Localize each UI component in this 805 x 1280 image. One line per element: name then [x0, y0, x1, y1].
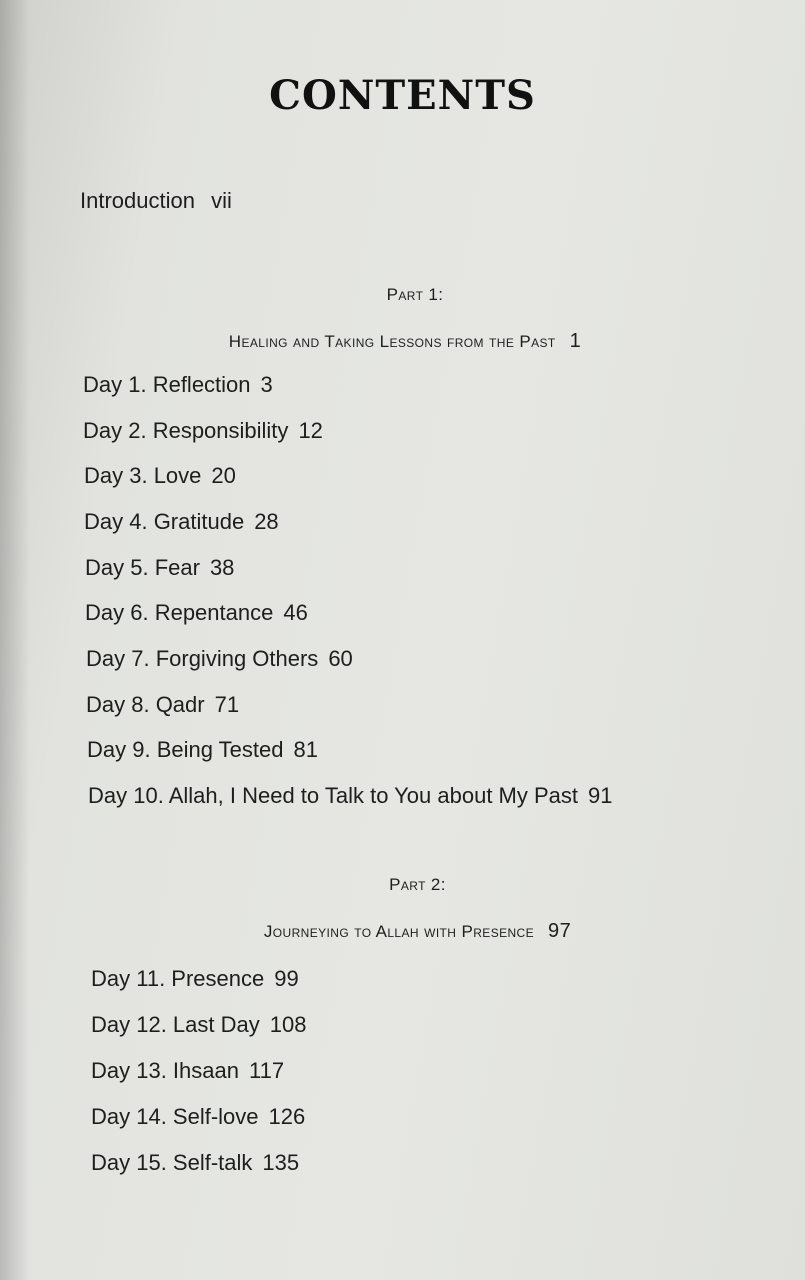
toc-entry-page: 81	[293, 737, 318, 762]
part1-subtitle-page: 1	[569, 330, 582, 352]
toc-intro-label: Introduction	[80, 188, 195, 213]
toc-entry-label: Day 12. Last Day	[91, 1012, 260, 1037]
toc-entry-label: Day 1. Reflection	[83, 372, 251, 397]
toc-entry	[91, 1150, 299, 1176]
toc-intro	[80, 188, 232, 214]
toc-entry-label: Day 13. Ihsaan	[91, 1058, 239, 1083]
part2-subtitle	[0, 920, 805, 943]
toc-entry-label: Day 7. Forgiving Others	[86, 646, 319, 671]
toc-entry-page: 60	[328, 646, 353, 671]
toc-entry-page: 3	[260, 372, 273, 397]
part2-heading	[0, 875, 805, 895]
toc-intro-page: vii	[211, 188, 232, 213]
toc-entry	[83, 372, 273, 398]
toc-entry-label: Day 2. Responsibility	[83, 418, 289, 443]
part2-subtitle-text: Journeying to Allah with Presence	[263, 922, 535, 941]
toc-entry-page: 126	[268, 1104, 306, 1129]
toc-entry-label: Day 5. Fear	[85, 555, 200, 580]
part1-heading	[0, 285, 805, 305]
page-gutter-shadow	[0, 0, 30, 1280]
toc-entry	[84, 463, 236, 489]
toc-entry	[86, 692, 239, 718]
toc-entry-label: Day 11. Presence	[91, 966, 265, 991]
toc-entry-page: 46	[283, 600, 308, 625]
toc-entry	[85, 555, 234, 581]
toc-entry-page: 91	[588, 783, 613, 808]
toc-entry	[91, 966, 299, 992]
part1-subtitle-text: Healing and Taking Lessons from the Past	[228, 332, 556, 351]
toc-entry-label: Day 6. Repentance	[85, 600, 274, 625]
toc-entry	[84, 509, 279, 535]
toc-entry-page: 99	[274, 966, 299, 991]
page-title: CONTENTS	[269, 72, 536, 119]
toc-entry-label: Day 15. Self-talk	[91, 1150, 253, 1175]
part1-subtitle	[0, 330, 805, 353]
toc-entry-label: Day 14. Self-love	[91, 1104, 259, 1129]
part2-subtitle-page: 97	[548, 920, 572, 942]
toc-entry-page: 71	[214, 692, 240, 717]
toc-entry	[83, 418, 323, 444]
toc-entry	[91, 1012, 306, 1038]
part1-heading-text: Part 1:	[386, 285, 444, 304]
toc-entry	[88, 783, 613, 809]
toc-entry-label: Day 4. Gratitude	[84, 509, 245, 534]
toc-entry	[87, 737, 318, 763]
toc-entry-page: 12	[298, 418, 323, 443]
toc-entry-label: Day 3. Love	[84, 463, 202, 488]
toc-entry-page: 38	[209, 555, 235, 580]
toc-entry-page: 28	[254, 509, 279, 534]
toc-entry	[85, 600, 308, 626]
toc-entry-page: 135	[262, 1150, 300, 1175]
toc-entry	[91, 1104, 305, 1130]
toc-entry	[86, 646, 353, 672]
toc-entry-page: 117	[248, 1058, 285, 1083]
toc-entry-label: Day 10. Allah, I Need to Talk to You about My Past	[88, 783, 579, 808]
part2-heading-text: Part 2:	[389, 875, 446, 894]
toc-entry-page: 20	[211, 463, 236, 488]
toc-entry-page: 108	[269, 1012, 307, 1037]
toc-entry-label: Day 8. Qadr	[86, 692, 205, 717]
toc-entry	[91, 1058, 284, 1084]
toc-entry-label: Day 9. Being Tested	[87, 737, 284, 762]
